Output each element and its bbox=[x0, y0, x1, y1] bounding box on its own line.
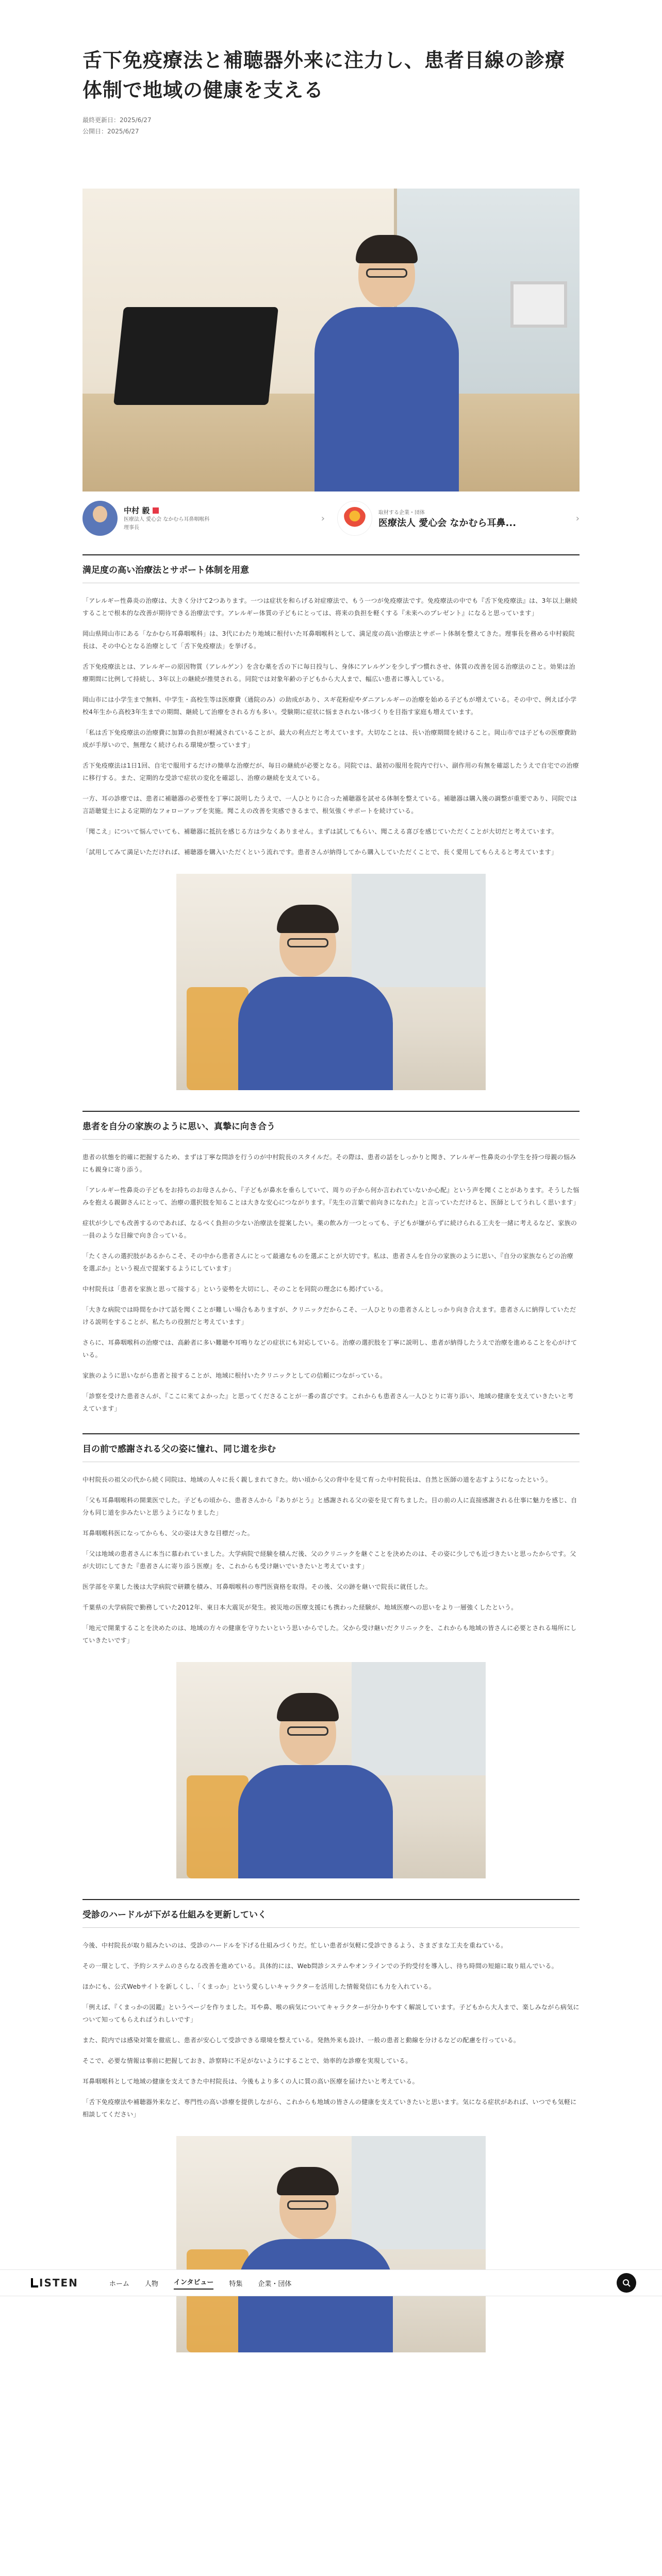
section-heading: 患者を自分の家族のように思い、真摯に向き合う bbox=[82, 1111, 580, 1140]
paragraph: そこで、必要な情報は事前に把握しておき、診察時に不足がないようにすることで、効率的な診療を実現している。 bbox=[82, 2057, 412, 2064]
author-row bbox=[82, 501, 580, 536]
search-icon bbox=[622, 2279, 631, 2287]
section-heading: 目の前で感謝される父の姿に憧れ、同じ道を歩む bbox=[82, 1433, 580, 1462]
interview-photo bbox=[176, 2136, 486, 2352]
brand-logo[interactable]: ISTEN bbox=[31, 2277, 78, 2289]
paragraph: 「アレルギー性鼻炎の子どもをお持ちのお母さんから、『子どもが鼻水を垂らしていて、周りの子から何か言われていないか心配』という声を聞くことがあります。そうした悩みを抱える親御さんにとって、治療の選択肢を知ることは大きな安心につながります。『先生の言葉で前向きになれた』と言っていただけると、医師としてうれしく思います」 bbox=[82, 1187, 580, 1206]
paragraph: 千葉県の大学病院で勤務していた2012年、東日本大震災が発生。被災地の医療支援にも携わった経験が、地域医療への思いをより一層強くしたという。 bbox=[82, 1604, 518, 1611]
doctor-name: 中村 毅 bbox=[124, 505, 150, 515]
paragraph: 「診察を受けた患者さんが、『ここに来てよかった』と思ってくださることが一番の喜びです。これからも患者さん一人ひとりに寄り添い、地域の健康を支えていきたいと考えています」 bbox=[82, 1393, 574, 1412]
paragraph: 中村院長の祖父の代から続く同院は、地域の人々に長く親しまれてきた。幼い頃から父の背中を見て育った中村院長は、自然と医師の道を志すようになったという。 bbox=[82, 1476, 552, 1483]
interview-photo bbox=[176, 1662, 486, 1878]
paragraph: 岡山市には小学生まで無料、中学生・高校生等は医療費（通院のみ）の助成があり、スギ花粉症やダニアレルギーの治療を始める子どもが増えている。その中で、例えば小学校4年生から高校3年生までの期間、継続して治療をされる方も多い。受験期に症状に悩まされない体づくりを目指す家庭も増えています。 bbox=[82, 696, 577, 716]
paragraph: 「父も耳鼻咽喉科の開業医でした。子どもの頃から、患者さんから『ありがとう』と感謝される父の姿を見て育ちました。目の前の人に直接感謝される仕事に魅力を感じ、自分も同じ道を歩みたいと思うようになりました」 bbox=[82, 1497, 577, 1516]
published-date: 公開日：2025/6/27 bbox=[82, 128, 139, 135]
nav-feature[interactable]: 特集 bbox=[229, 2280, 243, 2288]
nav-companies[interactable]: 企業・団体 bbox=[258, 2280, 292, 2288]
search-button[interactable] bbox=[617, 2273, 636, 2293]
paragraph: 今後、中村院長が取り組みたいのは、受診のハードルを下げる仕組みづくりだ。忙しい患者が気軽に受診できるよう、さまざまな工夫を重ねている。 bbox=[82, 1942, 507, 1949]
clinic-label: 取材する企業・団体 bbox=[378, 510, 425, 516]
doctor-card[interactable] bbox=[82, 501, 325, 536]
interview-photo bbox=[176, 874, 486, 1090]
section-heading: 満足度の高い治療法とサポート体制を用意 bbox=[82, 554, 580, 583]
paragraph: また、院内では感染対策を徹底し、患者が安心して受診できる環境を整えている。発熱外来も設け、一般の患者と動線を分けるなどの配慮を行っている。 bbox=[82, 2037, 520, 2044]
paragraph: 患者の状態を的確に把握するため、まずは丁寧な問診を行うのが中村院長のスタイルだ。その際は、患者の話をしっかりと聞き、アレルギー性鼻炎の小学生を持つ母親の悩みにも親身に寄り添う。 bbox=[82, 1154, 576, 1173]
paragraph: 「舌下免疫療法や補聴器外来など、専門性の高い診療を提供しながら、これからも地域の皆さんの健康を支えていきたいと思います。気になる症状があれば、いつでも気軽に相談してください」 bbox=[82, 2098, 577, 2118]
paragraph: 舌下免疫療法は1日1回、自宅で服用するだけの簡単な治療だが、毎日の継続が必要となる。同院では、最初の服用を院内で行い、副作用の有無を確認したうえで自宅での治療に移行する。また、定期的な受診で症状の変化を確認し、治療の継続を支えている。 bbox=[82, 762, 579, 782]
section-3 bbox=[82, 1433, 580, 1878]
tag-icon bbox=[153, 507, 159, 514]
chevron-right-icon: › bbox=[575, 513, 580, 524]
page-title: 舌下免疫療法と補聴器外来に注力し、患者目線の診療体制で地域の健康を支える bbox=[82, 49, 566, 101]
paragraph: 「試用してみて満足いただければ、補聴器を購入いただくという流れです。患者さんが納得してから購入していただくことで、長く愛用してもらえると考えています」 bbox=[82, 849, 558, 856]
paragraph: 「私は舌下免疫療法の治療費に加算の負担が軽減されていることが、最大の利点だと考えています。大切なことは、長い治療期間を続けること。岡山市では子どもの医療費助成が手厚いので、無理なく続けられる環境が整っています」 bbox=[82, 729, 577, 749]
section-1 bbox=[82, 554, 580, 1090]
clinic-logo bbox=[337, 501, 372, 536]
nav-interview[interactable]: インタビュー bbox=[174, 2277, 213, 2290]
paragraph: 岡山県岡山市にある「なかむら耳鼻咽喉科」は、3代にわたり地域に根付いた耳鼻咽喉科として、満足度の高い治療法とサポート体制を整えてきた。理事長を務める中村毅院長は、その中心となる治療として「舌下免疫療法」を挙げる。 bbox=[82, 630, 575, 650]
paragraph: 「たくさんの選択肢があるからこそ、その中から患者さんにとって最適なものを選ぶことが大切です。私は、患者さんを自分の家族のように思い、『自分の家族ならどの治療を選ぶか』という視点で提案するようにしています」 bbox=[82, 1252, 573, 1272]
paragraph: 耳鼻咽喉科として地域の健康を支えてきた中村院長は、今後もより多くの人に質の高い医療を届けたいと考えている。 bbox=[82, 2078, 419, 2085]
nav-home[interactable]: ホーム bbox=[109, 2280, 129, 2288]
clinic-name: 医療法人 愛心会 なかむら耳鼻... bbox=[378, 517, 517, 529]
paragraph: 症状が少しでも改善するのであれば、なるべく負担の少ない治療法を提案したい。薬の飲み方一つとっても、子どもが嫌がらずに続けられる工夫を一緒に考えるなど、家族の一員のような目線で向き合っている。 bbox=[82, 1219, 577, 1239]
doctor-avatar bbox=[82, 501, 118, 536]
logo-l-icon bbox=[31, 2278, 38, 2287]
paragraph: 「大きな病院では時間をかけて話を聞くことが難しい場合もありますが、クリニックだからこそ、一人ひとりの患者さんとしっかり向き合えます。患者さんに納得していただける説明をすることが、私たちの役割だと考えています」 bbox=[82, 1306, 576, 1326]
paragraph: 耳鼻咽喉科医になってからも、父の姿は大きな目標だった。 bbox=[82, 1530, 254, 1537]
hero-photo bbox=[82, 189, 580, 492]
paragraph: ほかにも、公式Webサイトを新しくし、「くまっか」という愛らしいキャラクターを活用した情報発信にも力を入れている。 bbox=[82, 1983, 436, 1990]
paragraph: 中村院長は「患者を家族と思って接する」という姿勢を大切にし、そのことを同院の理念にも掲げている。 bbox=[82, 1285, 387, 1293]
nav-people[interactable]: 人物 bbox=[144, 2280, 158, 2288]
article-dates bbox=[82, 114, 580, 137]
doctor-role: 理事長 bbox=[124, 524, 139, 531]
article bbox=[82, 0, 580, 2373]
updated-date: 最終更新日：2025/6/27 bbox=[82, 116, 152, 124]
doctor-org: 医療法人 愛心会 なかむら耳鼻咽喉科 bbox=[124, 516, 210, 522]
paragraph: 家族のように思いながら患者と接することが、地域に根付いたクリニックとしての信頼につながっている。 bbox=[82, 1372, 387, 1379]
chevron-right-icon: › bbox=[321, 513, 325, 524]
paragraph: その一環として、予約システムのさらなる改善を進めている。具体的には、Web問診システムやオンラインでの予約受付を導入し、待ち時間の短縮に取り組んでいる。 bbox=[82, 1962, 558, 1970]
paragraph: 「父は地域の患者さんに本当に慕われていました。大学病院で経験を積んだ後、父のクリニックを継ぐことを決めたのは、その姿に少しでも近づきたいと思ったからです。父が大切にしてきた『患者さんに寄り添う医療』を、これからも受け継いでいきたいと考えています」 bbox=[82, 1550, 576, 1570]
paragraph: 「例えば、『くまっかの図鑑』というページを作りました。耳や鼻、喉の病気についてキャラクターが分かりやすく解説しています。子どもから大人まで、楽しみながら病気について知ってもらえればうれしいです」 bbox=[82, 2004, 580, 2023]
paragraph: 「アレルギー性鼻炎の治療は、大きく分けて2つあります。一つは症状を和らげる対症療法で、もう一つが免疫療法です。免疫療法の中でも『舌下免疫療法』は、3年以上継続することで根本的な改善が期待できる治療法です。アレルギー体質の子どもにとっては、将来の負担を軽くする『未来へのプレゼント』になると思っています」 bbox=[82, 597, 578, 617]
section-heading: 受診のハードルが下がる仕組みを更新していく bbox=[82, 1899, 580, 1928]
paragraph: 一方、耳の診療では、患者に補聴器の必要性を丁寧に説明したうえで、一人ひとりに合った補聴器を試せる体制を整えている。補聴器は購入後の調整が重要であり、同院では言語聴覚士による定期的なフォローアップを実施。聞こえの改善を実感できるまで、根気強くサポートを続けている。 bbox=[82, 795, 577, 815]
section-2 bbox=[82, 1111, 580, 1415]
clinic-card[interactable] bbox=[337, 501, 580, 536]
paragraph: 医学部を卒業した後は大学病院で研鑽を積み、耳鼻咽喉科の専門医資格を取得。その後、父の跡を継いで院長に就任した。 bbox=[82, 1583, 432, 1590]
paragraph: 「地元で開業することを決めたのは、地域の方々の健康を守りたいという思いからでした。父から受け継いだクリニックを、これからも地域の皆さんに必要とされる場所にしていきたいです」 bbox=[82, 1624, 577, 1644]
paragraph: 「聞こえ」について悩んでいても、補聴器に抵抗を感じる方は少なくありません。まずは試してもらい、聞こえる喜びを感じていただくことが大切だと考えています。 bbox=[82, 828, 558, 835]
sticky-navbar bbox=[0, 2269, 662, 2296]
paragraph: さらに、耳鼻咽喉科の治療では、高齢者に多い難聴や耳鳴りなどの症状にも対応している。治療の選択肢を丁寧に説明し、患者が納得したうえで治療を進めることを心がけている。 bbox=[82, 1339, 577, 1359]
paragraph: 舌下免疫療法とは、アレルギーの原因物質（アレルゲン）を含む薬を舌の下に毎日投与し、身体にアレルゲンを少しずつ慣れさせ、体質の改善を図る治療法のこと。効果は治療期間に比例して持続し、3年以上の継続が推奨される。同院では対象年齢の子どもから大人まで、幅広い患者に導入している。 bbox=[82, 663, 575, 683]
